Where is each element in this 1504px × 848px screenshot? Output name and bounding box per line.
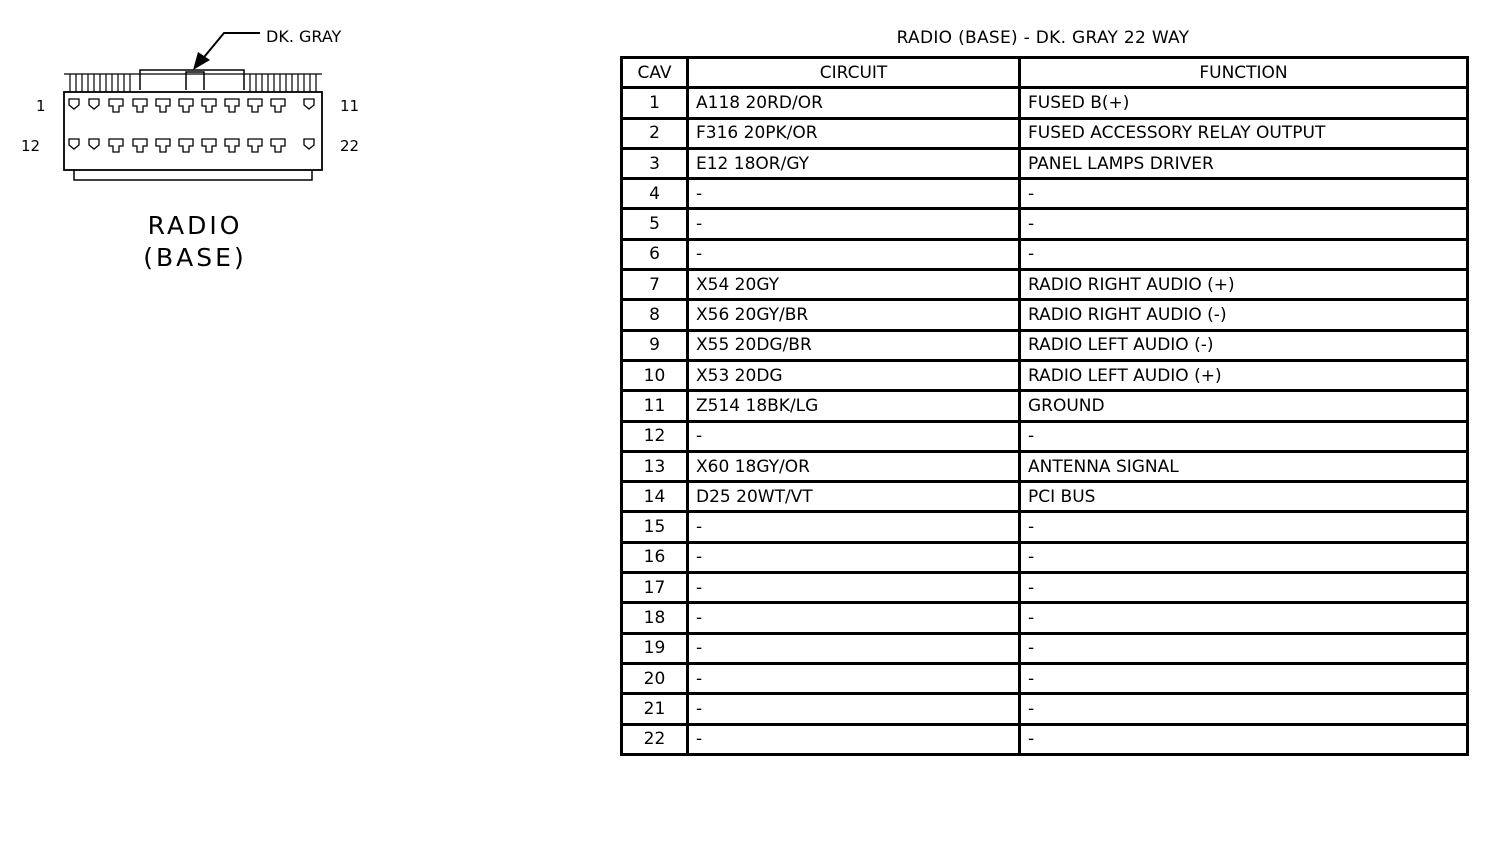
table-row	[622, 573, 1468, 603]
function-cell: -	[1020, 573, 1468, 603]
circuit-cell: X56 20GY/BR	[688, 300, 1020, 330]
table-row	[622, 391, 1468, 421]
table-row	[622, 421, 1468, 451]
callout-leader	[200, 33, 260, 62]
function-cell: -	[1020, 542, 1468, 572]
cav-cell: 13	[622, 451, 688, 481]
connector-base	[74, 170, 312, 180]
circuit-cell: -	[688, 512, 1020, 542]
table-row	[622, 633, 1468, 663]
function-cell: -	[1020, 179, 1468, 209]
function-cell: PANEL LAMPS DRIVER	[1020, 148, 1468, 178]
connector-diagram	[0, 0, 380, 300]
function-cell: GROUND	[1020, 391, 1468, 421]
function-cell: -	[1020, 421, 1468, 451]
table-row	[622, 724, 1468, 754]
function-cell: -	[1020, 239, 1468, 269]
table-row	[622, 148, 1468, 178]
function-cell: RADIO LEFT AUDIO (-)	[1020, 330, 1468, 360]
pin-row-top	[69, 99, 314, 112]
table-row	[622, 118, 1468, 148]
cav-cell: 19	[622, 633, 688, 663]
function-cell: -	[1020, 209, 1468, 239]
circuit-cell: Z514 18BK/LG	[688, 391, 1020, 421]
cav-cell: 1	[622, 88, 688, 118]
circuit-cell: -	[688, 663, 1020, 693]
connector-ribs	[64, 74, 322, 92]
table-row	[622, 360, 1468, 390]
function-cell: -	[1020, 633, 1468, 663]
pin-label-12: 12	[21, 137, 41, 155]
cav-cell: 9	[622, 330, 688, 360]
circuit-cell: -	[688, 694, 1020, 724]
table-row	[622, 330, 1468, 360]
circuit-cell: -	[688, 542, 1020, 572]
table-row	[622, 209, 1468, 239]
circuit-cell: -	[688, 179, 1020, 209]
pinout-table	[620, 56, 1469, 756]
table-row	[622, 300, 1468, 330]
table-body	[622, 88, 1468, 755]
cav-cell: 18	[622, 603, 688, 633]
cav-cell: 15	[622, 512, 688, 542]
table-row	[622, 482, 1468, 512]
function-cell: -	[1020, 603, 1468, 633]
function-cell: ANTENNA SIGNAL	[1020, 451, 1468, 481]
table-row	[622, 270, 1468, 300]
cav-cell: 5	[622, 209, 688, 239]
table-row	[622, 451, 1468, 481]
pin-label-11: 11	[340, 97, 360, 115]
cav-cell: 14	[622, 482, 688, 512]
connector-caption-name: RADIO	[147, 211, 243, 240]
pin-label-1: 1	[36, 97, 46, 115]
function-cell: RADIO LEFT AUDIO (+)	[1020, 360, 1468, 390]
cav-cell: 11	[622, 391, 688, 421]
circuit-cell: X54 20GY	[688, 270, 1020, 300]
cav-cell: 2	[622, 118, 688, 148]
circuit-cell: -	[688, 603, 1020, 633]
function-cell: PCI BUS	[1020, 482, 1468, 512]
pin-row-bottom	[69, 139, 314, 152]
cav-cell: 16	[622, 542, 688, 572]
circuit-cell: -	[688, 724, 1020, 754]
circuit-cell: -	[688, 239, 1020, 269]
cav-cell: 12	[622, 421, 688, 451]
function-cell: RADIO RIGHT AUDIO (-)	[1020, 300, 1468, 330]
callout-arrowhead	[193, 52, 210, 70]
cav-cell: 6	[622, 239, 688, 269]
connector-color-label: DK. GRAY	[266, 27, 342, 46]
circuit-cell: X55 20DG/BR	[688, 330, 1020, 360]
function-cell: -	[1020, 663, 1468, 693]
cav-cell: 3	[622, 148, 688, 178]
table-row	[622, 179, 1468, 209]
connector-caption-variant: (BASE)	[143, 243, 247, 272]
circuit-cell: A118 20RD/OR	[688, 88, 1020, 118]
cav-cell: 10	[622, 360, 688, 390]
table-row	[622, 663, 1468, 693]
circuit-cell: -	[688, 633, 1020, 663]
function-cell: -	[1020, 694, 1468, 724]
header-cav: CAV	[622, 58, 688, 88]
circuit-cell: D25 20WT/VT	[688, 482, 1020, 512]
function-cell: FUSED ACCESSORY RELAY OUTPUT	[1020, 118, 1468, 148]
circuit-cell: F316 20PK/OR	[688, 118, 1020, 148]
table-row	[622, 542, 1468, 572]
circuit-cell: -	[688, 573, 1020, 603]
cav-cell: 20	[622, 663, 688, 693]
table-row	[622, 603, 1468, 633]
header-function: FUNCTION	[1020, 58, 1468, 88]
cav-cell: 21	[622, 694, 688, 724]
table-row	[622, 694, 1468, 724]
function-cell: -	[1020, 724, 1468, 754]
connector-key	[186, 72, 204, 90]
header-circuit: CIRCUIT	[688, 58, 1020, 88]
table-title: RADIO (BASE) - DK. GRAY 22 WAY	[896, 28, 1190, 48]
cav-cell: 4	[622, 179, 688, 209]
table-row	[622, 88, 1468, 118]
circuit-cell: X53 20DG	[688, 360, 1020, 390]
function-cell: RADIO RIGHT AUDIO (+)	[1020, 270, 1468, 300]
connector-latch	[140, 70, 244, 90]
table-row	[622, 239, 1468, 269]
cav-cell: 22	[622, 724, 688, 754]
circuit-cell: -	[688, 209, 1020, 239]
cav-cell: 7	[622, 270, 688, 300]
circuit-cell: E12 18OR/GY	[688, 148, 1020, 178]
table-row	[622, 512, 1468, 542]
function-cell: FUSED B(+)	[1020, 88, 1468, 118]
pin-label-22: 22	[340, 137, 360, 155]
cav-cell: 8	[622, 300, 688, 330]
table-header-row	[622, 58, 1468, 88]
function-cell: -	[1020, 512, 1468, 542]
cav-cell: 17	[622, 573, 688, 603]
circuit-cell: -	[688, 421, 1020, 451]
circuit-cell: X60 18GY/OR	[688, 451, 1020, 481]
